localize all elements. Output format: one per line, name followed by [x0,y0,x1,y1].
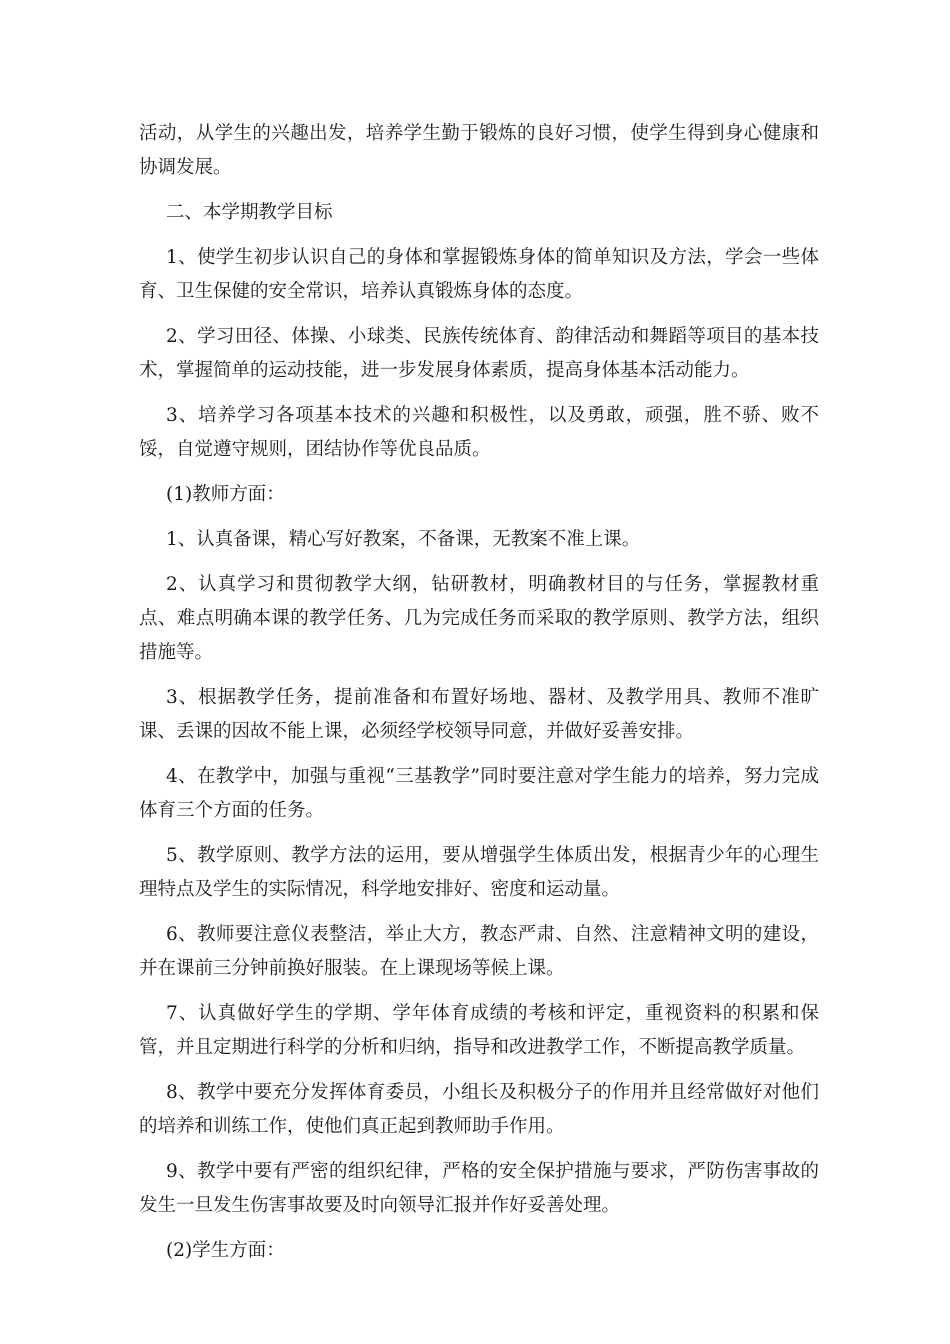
document-body [139,117,819,1279]
goal-item-1: 1、使学生初步认识自己的身体和掌握锻炼身体的简单知识及方法，学会一些体育、卫生保健的安全常识，培养认真锻炼身体的态度。 [139,247,819,302]
teacher-item-5: 5、教学原则、教学方法的运用，要从增强学生体质出发，根据青少年的心理生理特点及学生的实际情况，科学地安排好、密度和运动量。 [139,845,819,900]
teacher-item-8: 8、教学中要充分发挥体育委员，小组长及积极分子的作用并且经常做好对他们的培养和训练工作，使他们真正起到教师助手作用。 [139,1082,819,1137]
subheading-teacher: (1)教师方面： [166,484,285,505]
teacher-item-7: 7、认真做好学生的学期、学年体育成绩的考核和评定，重视资料的积累和保管，并且定期进行科学的分析和归纳，指导和改进教学工作，不断提高教学质量。 [139,1003,819,1058]
goal-item-2: 2、学习田径、体操、小球类、民族传统体育、韵律活动和舞蹈等项目的基本技术，掌握简单的运动技能，进一步发展身体素质，提高身体基本活动能力。 [139,326,819,381]
paragraph-intro-continued: 活动，从学生的兴趣出发，培养学生勤于锻炼的良好习惯，使学生得到身心健康和协调发展。 [139,123,819,178]
goal-item-3: 3、培养学习各项基本技术的兴趣和积极性，以及勇敢，顽强，胜不骄、败不馁，自觉遵守规则，团结协作等优良品质。 [139,405,819,460]
teacher-item-4: 4、在教学中，加强与重视“三基教学”同时要注意对学生能力的培养，努力完成体育三个方面的任务。 [139,766,819,821]
section-heading-goals: 二、本学期教学目标 [166,202,333,223]
teacher-item-3: 3、根据教学任务，提前准备和布置好场地、器材、及教学用具、教师不准旷课、丢课的因故不能上课，必须经学校领导同意，并做好妥善安排。 [139,687,819,742]
teacher-item-9: 9、教学中要有严密的组织纪律，严格的安全保护措施与要求，严防伤害事故的发生一旦发生伤害事故要及时向领导汇报并作好妥善处理。 [139,1161,819,1216]
subheading-student: (2)学生方面： [166,1240,285,1261]
teacher-item-1: 1、认真备课，精心写好教案，不备课，无教案不准上课。 [166,529,641,550]
teacher-item-2: 2、认真学习和贯彻教学大纲，钻研教材，明确教材目的与任务，掌握教材重点、难点明确本课的教学任务、几为完成任务而采取的教学原则、教学方法，组织措施等。 [139,574,819,663]
teacher-item-6: 6、教师要注意仪表整洁，举止大方，教态严肃、自然、注意精神文明的建设，并在课前三分钟前换好服装。在上课现场等候上课。 [139,924,819,979]
